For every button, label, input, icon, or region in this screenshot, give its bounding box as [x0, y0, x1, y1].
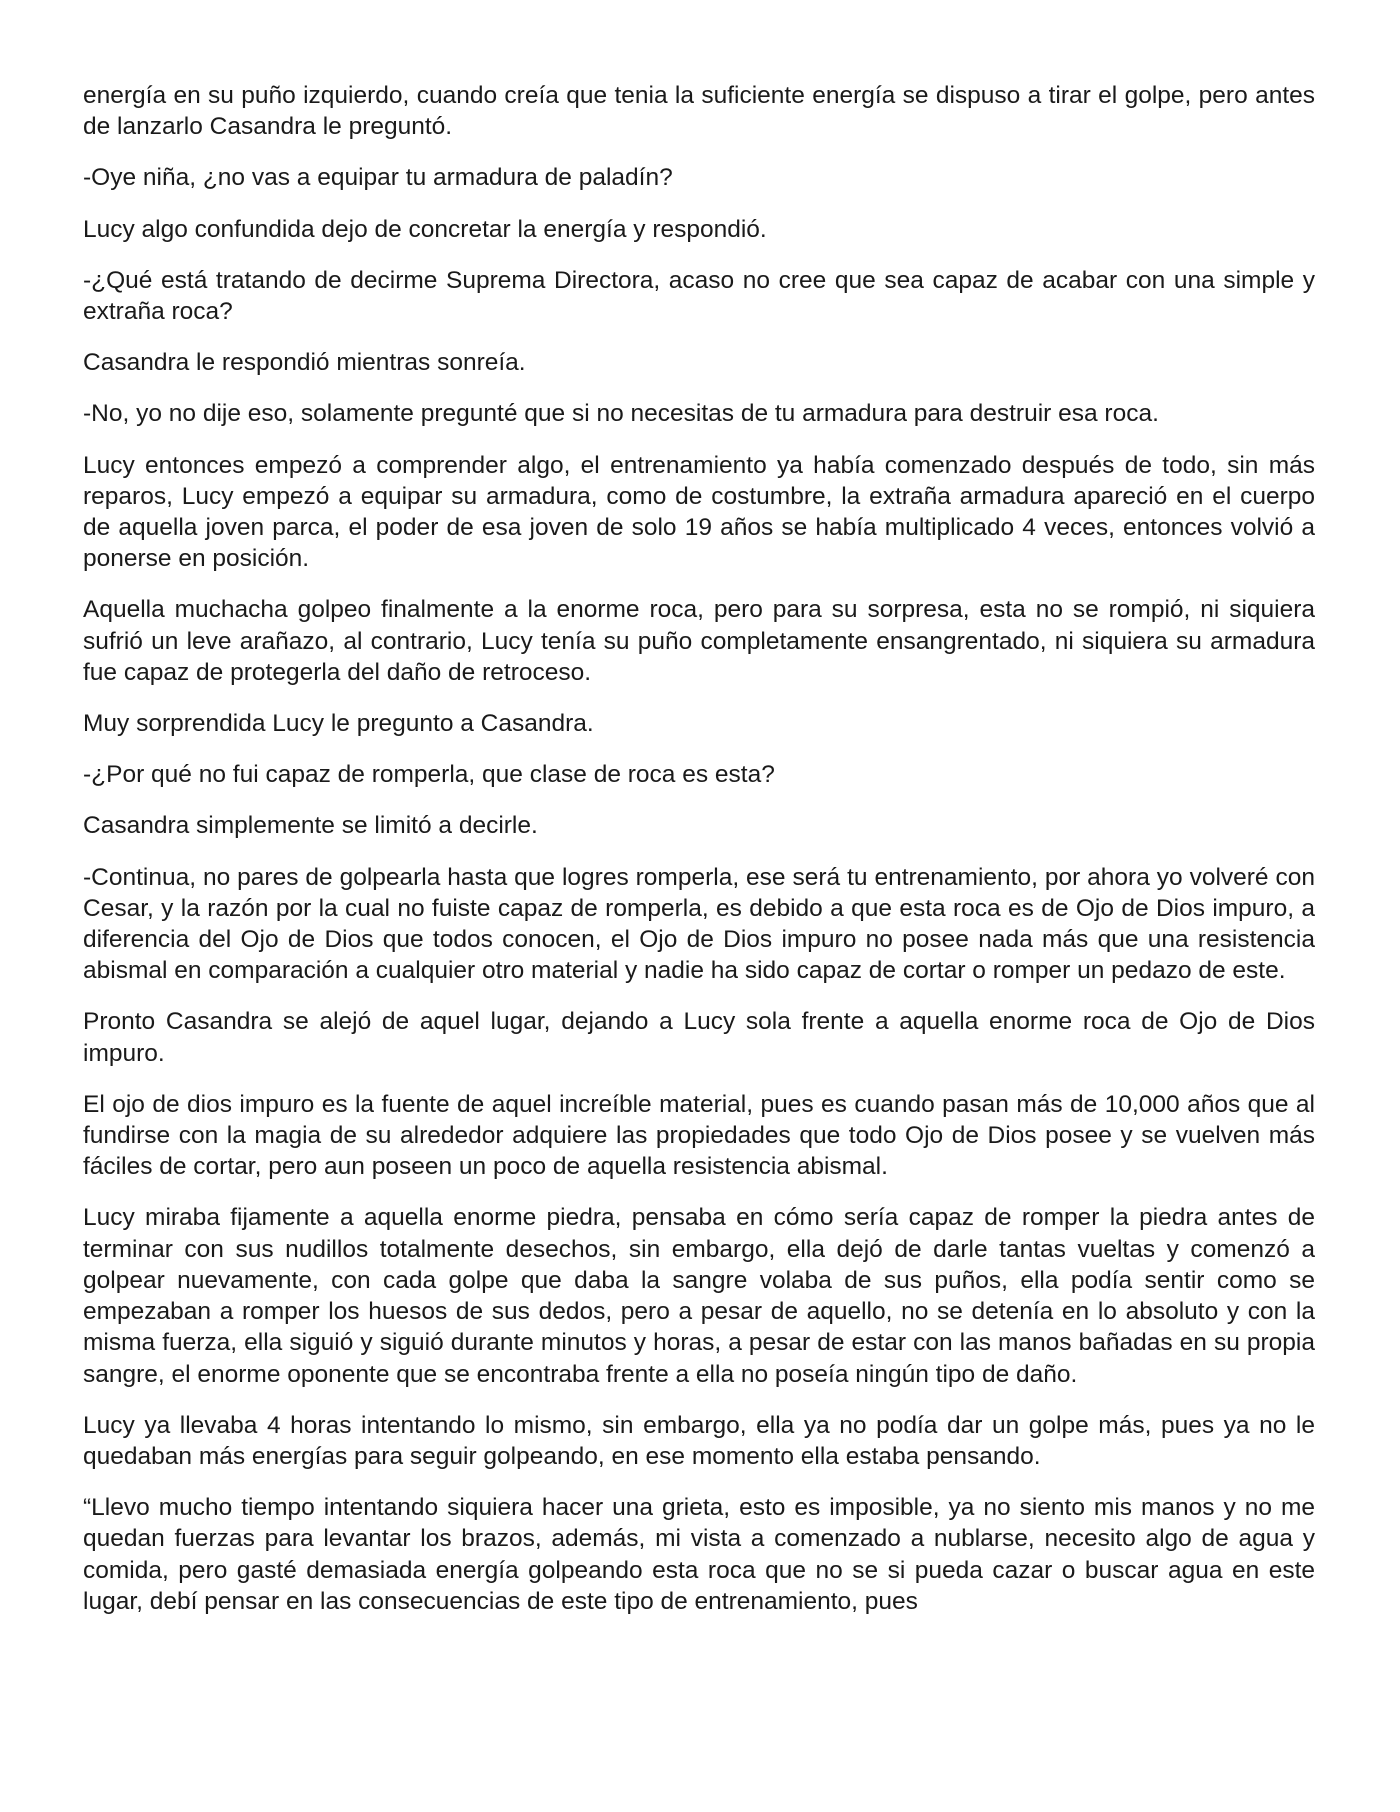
paragraph: Casandra le respondió mientras sonreía.: [83, 349, 526, 377]
paragraph: Pronto Casandra se alejó de aquel lugar, dejando a Lucy sola frente a aquella enorme roca de Ojo de Dios impuro.: [83, 1008, 1315, 1067]
paragraph: -¿Por qué no fui capaz de romperla, que clase de roca es esta?: [83, 761, 775, 789]
paragraph: Lucy miraba fijamente a aquella enorme piedra, pensaba en cómo sería capaz de romper la piedra antes de terminar con sus nudillos totalmente desechos, sin embargo, ella dejó de darle tantas vueltas y comenzó a golpear nuevamente, con cada golpe que daba la sangre volaba de sus puños, ella podía sentir como se empezaban a romper los huesos de sus dedos, pero a pesar de aquello, no se detenía en lo absoluto y con la misma fuerza, ella siguió y siguió durante minutos y horas, a pesar de estar con las manos bañadas en su propia sangre, el enorme oponente que se encontraba frente a ella no poseía ningún tipo de daño.: [83, 1204, 1315, 1388]
paragraph: energía en su puño izquierdo, cuando creía que tenia la suficiente energía se dispuso a tirar el golpe, pero antes de lanzarlo Casandra le preguntó.: [83, 82, 1315, 141]
paragraph: -Oye niña, ¿no vas a equipar tu armadura de paladín?: [83, 164, 673, 192]
paragraph: -No, yo no dije eso, solamente pregunté que si no necesitas de tu armadura para destruir esa roca.: [83, 400, 1159, 428]
paragraph: “Llevo mucho tiempo intentando siquiera hacer una grieta, esto es imposible, ya no siento mis manos y no me quedan fuerzas para levantar los brazos, además, mi vista a comenzado a nublarse, necesito algo de agua y comida, pero gasté demasiada energía golpeando esta roca que no se si pueda cazar o buscar agua en este lugar, debí pensar en las consecuencias de este tipo de entrenamiento, pues: [83, 1494, 1315, 1615]
paragraph: Aquella muchacha golpeo finalmente a la enorme roca, pero para su sorpresa, esta no se rompió, ni siquiera sufrió un leve arañazo, al contrario, Lucy tenía su puño completamente ensangrentado, ni siquiera su armadura fue capaz de protegerla del daño de retroceso.: [83, 596, 1315, 686]
paragraph: Lucy ya llevaba 4 horas intentando lo mismo, sin embargo, ella ya no podía dar un golpe más, pues ya no le quedaban más energías para seguir golpeando, en ese momento ella estaba pensando.: [83, 1411, 1315, 1470]
paragraph: El ojo de dios impuro es la fuente de aquel increíble material, pues es cuando pasan más de 10,000 años que al fundirse con la magia de su alrededor adquiere las propiedades que todo Ojo de Dios posee y se vuelven más fáciles de cortar, pero aun poseen un poco de aquella resistencia abismal.: [83, 1090, 1315, 1181]
paragraph: -Continua, no pares de golpearla hasta que logres romperla, ese será tu entrenamiento, por ahora yo volveré con Cesar, y la razón por la cual no fuiste capaz de romperla, es debido a que esta roca es de Ojo de Dios impuro, a diferencia del Ojo de Dios que todos conocen, el Ojo de Dios impuro no posee nada más que una resistencia abismal en comparación a cualquier otro material y nadie ha sido capaz de cortar o romper un pedazo de este.: [83, 863, 1315, 985]
paragraph: Muy sorprendida Lucy le pregunto a Casandra.: [83, 710, 594, 738]
paragraph: Lucy entonces empezó a comprender algo, el entrenamiento ya había comenzado después de todo, sin más reparos, Lucy empezó a equipar su armadura, como de costumbre, la extraña armadura apareció en el cuerpo de aquella joven parca, el poder de esa joven de solo 19 años se había multiplicado 4 veces, entonces volvió a ponerse en posición.: [83, 451, 1315, 573]
document-page: [83, 80, 1315, 1637]
paragraph: Lucy algo confundida dejo de concretar la energía y respondió.: [83, 215, 767, 243]
paragraph: Casandra simplemente se limitó a decirle.: [83, 812, 538, 840]
paragraph: -¿Qué está tratando de decirme Suprema Directora, acaso no cree que sea capaz de acabar con una simple y extraña roca?: [83, 266, 1315, 326]
